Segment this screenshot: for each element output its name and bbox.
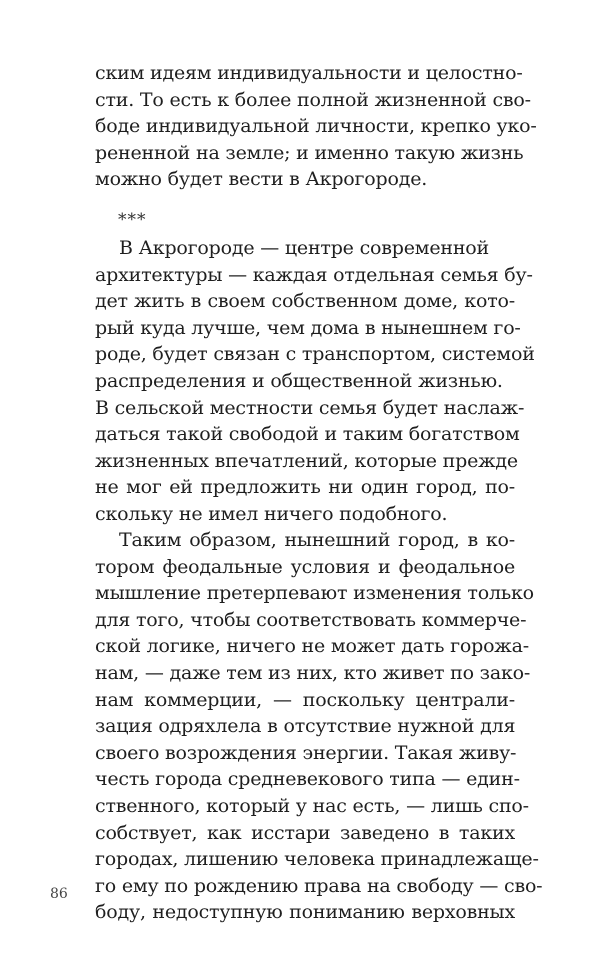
text-line: рый куда лучше, чем дома в нынешнем го- (95, 316, 521, 339)
text-line: рененной на земле; и именно такую жизнь (95, 141, 524, 164)
text-line: мышление претерпевают изменения только (95, 582, 534, 605)
text-line: нам коммерции, — поскольку централи- (95, 688, 515, 711)
text-line: ской логике, ничего не может дать горожа- (95, 635, 529, 658)
text-line: своего возрождения энергии. Такая живу- (95, 741, 517, 764)
text-line: нам, — даже тем из них, кто живет по зако- (95, 661, 531, 684)
text-line: тором феодальные условия и феодальное (95, 555, 515, 578)
text-line: ственного, который у нас есть, — лишь спо- (95, 794, 529, 817)
text-line: честь города средневекового типа — един- (95, 768, 520, 791)
text-line: собствует, как исстари заведено в таких (95, 821, 515, 844)
text-line: Таким образом, нынешний город, в ко- (119, 529, 515, 551)
paragraph-3 (95, 527, 543, 926)
text-line: зация одряхлела в отсутствие нужной для (95, 715, 516, 738)
page-number: 86 (50, 886, 68, 902)
text-line: го ему по рождению права на свободу — сво- (95, 874, 543, 897)
text-line: даться такой свободой и таким богатством (95, 423, 520, 446)
paragraph-2 (95, 235, 535, 528)
text-line: архитектуры — каждая отдельная семья бу- (95, 263, 533, 286)
text-line: сти. То есть к более полной жизненной сво- (95, 88, 531, 111)
section-separator: *** (118, 210, 147, 230)
text-line: скольку не имел ничего подобного. (95, 502, 448, 525)
text-line: не мог ей предложить ни один город, по- (95, 476, 515, 499)
text-line: распределения и общественной жизнью. (95, 369, 503, 392)
text-line: В Акрогороде — центре современной (119, 237, 490, 259)
text-line: для того, чтобы соответствовать коммерче- (95, 608, 527, 631)
text-line: городах, лишению человека принадлежаще- (95, 848, 539, 871)
text-line: можно будет вести в Акрогороде. (95, 168, 428, 191)
text-line: жизненных впечатлений, которые прежде (95, 449, 518, 472)
paragraph-1 (95, 60, 537, 193)
text-line: В сельской местности семья будет наслаж- (95, 396, 525, 419)
text-line: боде индивидуальной личности, крепко уко- (95, 115, 537, 138)
text-line: боду, недоступную пониманию верховных (95, 901, 515, 924)
text-line: дет жить в своем собственном доме, кото- (95, 290, 515, 313)
text-line: ским идеям индивидуальности и целостно- (95, 62, 523, 84)
text-line: роде, будет связан с транспортом, системой (95, 343, 535, 366)
